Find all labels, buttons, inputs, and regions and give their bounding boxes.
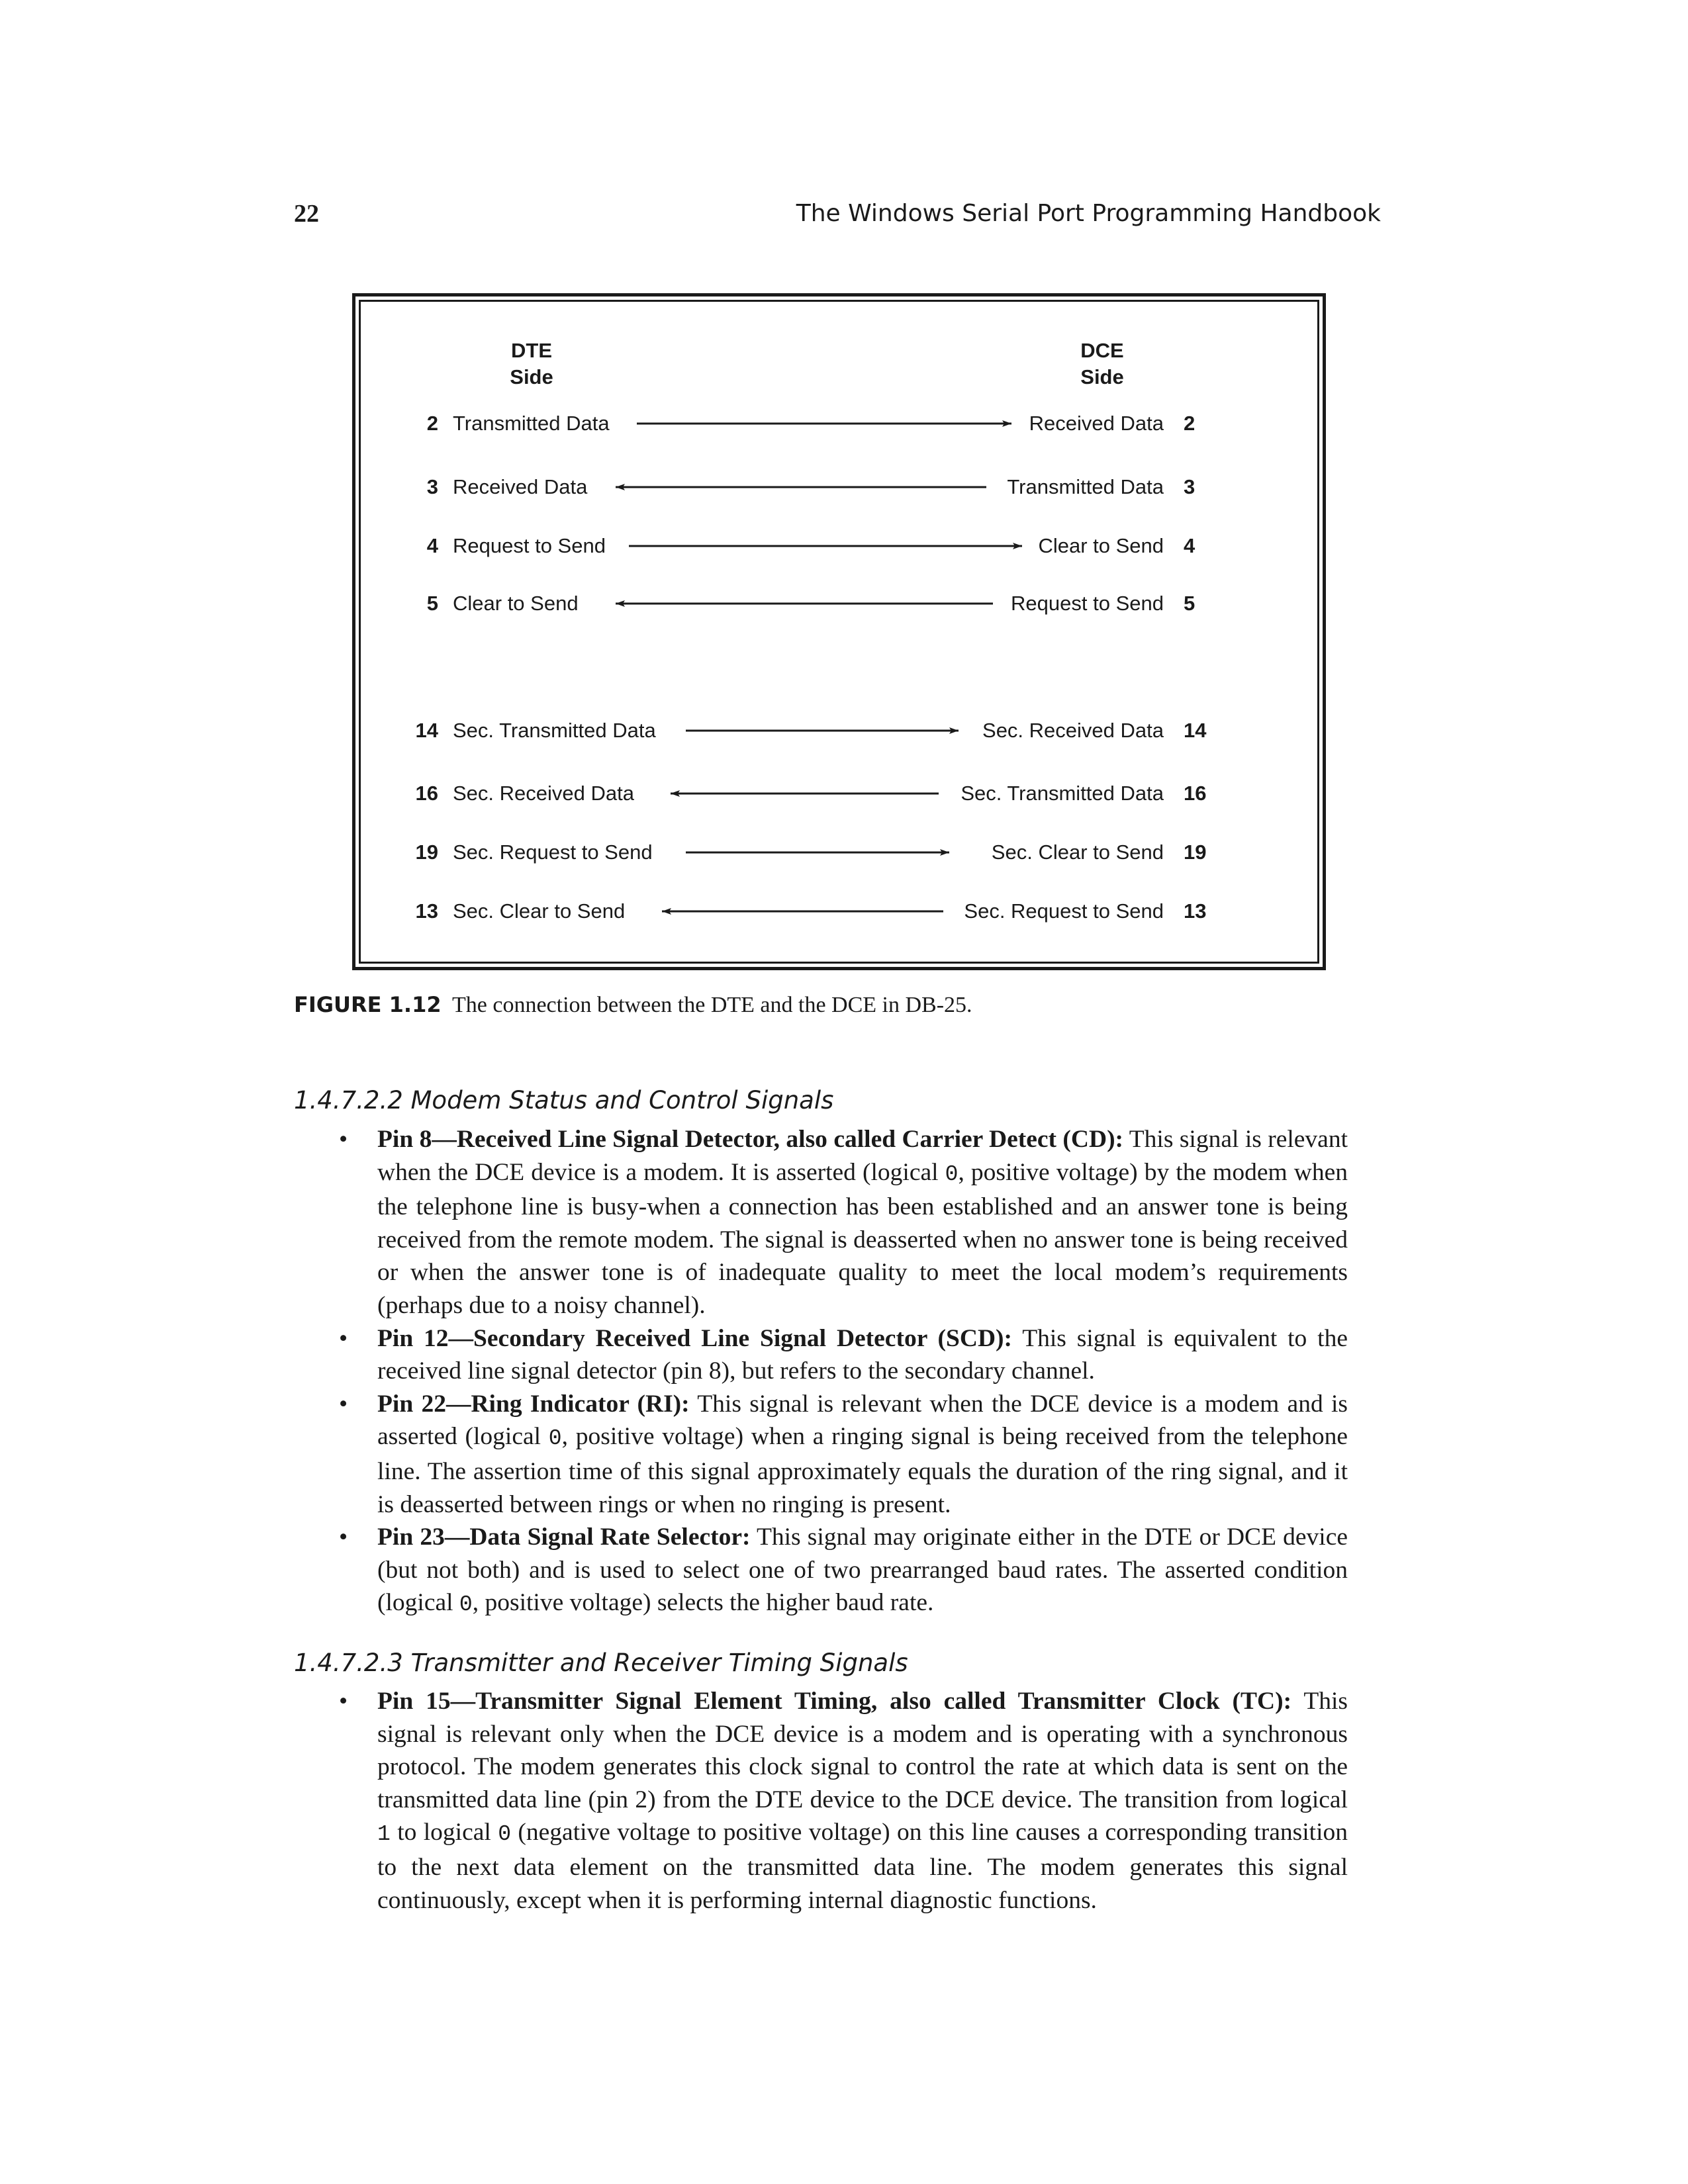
signal-label-right: Sec. Clear to Send [991, 841, 1164, 864]
pin-number-right: 2 [1184, 412, 1196, 435]
signal-label-right: Transmitted Data [1007, 475, 1164, 498]
signal-label-left: Received Data [453, 475, 588, 498]
pin-number-left: 2 [426, 412, 438, 435]
figure-caption-text: The connection between the DTE and the DCE in DB-25. [452, 993, 972, 1017]
pin-number-right: 19 [1184, 841, 1207, 864]
list-item: • Pin 8—Received Line Signal Detector, also called Carrier Detect (CD): This signal is relevant when the DCE device is a modem. It is asserted (logical 0, positive voltage) by the modem when the telephone line is busy-when a connection has been established and an answer tone is being received from the remote modem. The signal is deasserted when no answer tone is being received or when the answer tone is of inadequate quality to meet the local modem’s requirements (perhaps due to a noisy channel). [339, 1126, 1348, 1319]
dte-title-line2: Side [510, 365, 553, 388]
page-number: 22 [294, 200, 319, 228]
signal-label-right: Sec. Request to Send [964, 899, 1164, 923]
dte-dce-connection-diagram [0, 0, 1688, 993]
signal-label-left: Sec. Transmitted Data [453, 719, 656, 742]
modem-status-signal-list [324, 1123, 1348, 1621]
pin-number-left: 5 [426, 592, 438, 615]
signal-label-left: Clear to Send [453, 592, 579, 615]
pin-number-left: 14 [415, 719, 438, 742]
signal-label-right: Sec. Transmitted Data [961, 782, 1164, 805]
signal-label-right: Clear to Send [1038, 534, 1164, 557]
list-item: • Pin 15—Transmitter Signal Element Timing, also called Transmitter Clock (TC): This signal is relevant only when the DCE device is a modem and is operating with a synchronous protocol. The modem generates this clock signal to control the rate at which data is sent on the transmitted data line (pin 2) from the DTE device to the DCE device. The transition from logical 1 to logical 0 (negative voltage to positive voltage) on this line causes a corresponding transition to the next data element on the transmitted data line. The modem generates this signal continuously, except when it is performing internal diagnostic functions. [339, 1688, 1348, 1914]
pin-number-right: 5 [1184, 592, 1196, 615]
list-item: • Pin 12—Secondary Received Line Signal Detector (SCD): This signal is equivalent to the received line signal detector (pin 8), but refers to the secondary channel. [339, 1324, 1348, 1385]
running-header-title: The Windows Serial Port Programming Handbook [796, 200, 1381, 227]
figure-caption [294, 990, 972, 1020]
dce-title-line2: Side [1080, 365, 1124, 388]
pin-number-left: 3 [426, 475, 438, 498]
signal-label-left: Request to Send [453, 534, 606, 557]
signal-label-left: Sec. Received Data [453, 782, 634, 805]
pin-number-left: 4 [426, 534, 438, 557]
timing-signal-list [324, 1685, 1348, 1917]
signal-label-right: Sec. Received Data [982, 719, 1164, 742]
section-heading-modem-status: 1.4.7.2.2 Modem Status and Control Signals [294, 1086, 834, 1115]
diagram-rows [416, 412, 1207, 923]
figure-caption-label: FIGURE 1.12 [294, 992, 442, 1017]
dce-title-line1: DCE [1080, 339, 1124, 362]
dte-title-line1: DTE [511, 339, 552, 362]
pin-number-left: 13 [415, 899, 438, 923]
section-heading-timing-signals: 1.4.7.2.3 Transmitter and Receiver Timing Signals [294, 1649, 908, 1677]
pin-number-right: 3 [1184, 475, 1196, 498]
list-item: • Pin 23—Data Signal Rate Selector: This signal may originate either in the DTE or DCE device (but not both) and is used to select one of two prearranged baud rates. The asserted condition (logical 0, positive voltage) selects the higher baud rate. [339, 1524, 1348, 1617]
pin-number-right: 16 [1184, 782, 1207, 805]
signal-label-right: Request to Send [1011, 592, 1164, 615]
signal-label-left: Transmitted Data [453, 412, 610, 435]
signal-label-right: Received Data [1029, 412, 1164, 435]
pin-number-left: 19 [415, 841, 438, 864]
pin-number-right: 4 [1184, 534, 1196, 557]
signal-label-left: Sec. Clear to Send [453, 899, 626, 923]
pin-number-right: 14 [1184, 719, 1207, 742]
list-item: • Pin 22—Ring Indicator (RI): This signal is relevant when the DCE device is a modem and is asserted (logical 0, positive voltage) when a ringing signal is being received from the telephone line. The assertion time of this signal approximately equals the duration of the ring signal, and it is deasserted between rings or when no ringing is present. [339, 1390, 1348, 1518]
pin-number-right: 13 [1184, 899, 1207, 923]
signal-label-left: Sec. Request to Send [453, 841, 653, 864]
pin-number-left: 16 [415, 782, 438, 805]
